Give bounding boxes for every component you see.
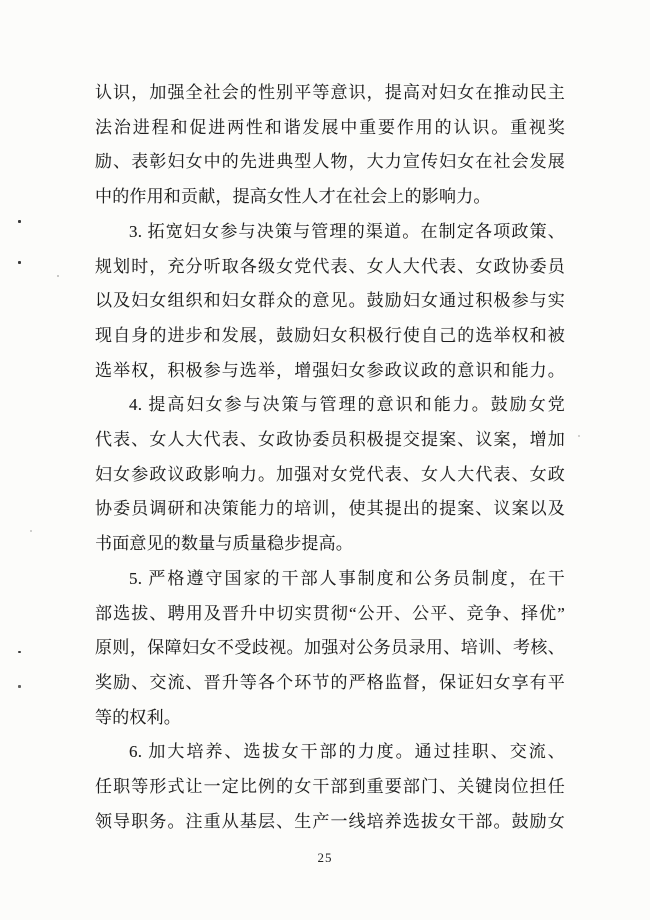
scan-speck — [30, 530, 32, 532]
text-line: 任职等形式让一定比例的女干部到重要部门、关键岗位担任 — [95, 777, 565, 797]
paragraph-item-4 — [95, 388, 565, 562]
text-line: 认识，加强全社会的性别平等意识，提高对妇女在推动民主 — [95, 83, 565, 102]
paragraph-continuation — [95, 76, 565, 215]
scan-speck — [18, 651, 21, 653]
text-line: 等的权利。 — [95, 707, 181, 727]
text-line: 选举权，积极参与选举，增强妇女参政议政的意识和能力。 — [95, 360, 565, 380]
text-line: 代表、女人大代表、女政协委员积极提交提案、议案，增加 — [95, 430, 565, 450]
scan-speck — [57, 275, 59, 277]
text-line: 部选拔、聘用及晋升中切实贯彻“公开、公平、竞争、择优” — [95, 603, 565, 623]
text-line: 原则，保障妇女不受歧视。加强对公务员录用、培训、考核、 — [95, 638, 565, 658]
text-line: 励、表彰妇女中的先进典型人物，大力宣传妇女在社会发展 — [95, 152, 565, 172]
text-line: 领导职务。注重从基层、生产一线培养选拔女干部。鼓励女 — [95, 811, 565, 831]
text-line: 以及妇女组织和妇女群众的意见。鼓励妇女通过积极参与实 — [95, 291, 565, 311]
paragraph-item-5 — [95, 562, 565, 736]
text-line: 法治进程和促进两性和谐发展中重要作用的认识。重视奖 — [95, 117, 565, 137]
text-line: 5. 严格遵守国家的干部人事制度和公务员制度，在干 — [129, 568, 565, 588]
page-text — [95, 76, 565, 839]
text-line: 3. 拓宽妇女参与决策与管理的渠道。在制定各项政策、 — [129, 221, 565, 241]
text-line: 妇女参政议政影响力。加强对女党代表、女人大代表、女政 — [95, 464, 565, 484]
text-line: 协委员调研和决策能力的培训，使其提出的提案、议案以及 — [95, 499, 565, 519]
text-line: 奖励、交流、晋升等各个环节的严格监督，保证妇女享有平 — [95, 672, 565, 692]
page-number: 25 — [317, 850, 333, 865]
text-line: 中的作用和贡献，提高女性人才在社会上的影响力。 — [95, 187, 491, 207]
scan-speck — [578, 435, 580, 437]
scan-speck — [18, 685, 21, 688]
paragraph-item-3 — [95, 215, 565, 389]
text-line: 规划时，充分听取各级女党代表、女人大代表、女政协委员 — [95, 256, 565, 276]
scan-speck — [18, 220, 21, 223]
text-line: 现自身的进步和发展，鼓励妇女积极行使自己的选举权和被 — [95, 325, 565, 345]
text-line: 书面意见的数量与质量稳步提高。 — [95, 534, 353, 554]
text-line: 4. 提高妇女参与决策与管理的意识和能力。鼓励女党 — [129, 395, 565, 415]
text-line: 6. 加大培养、选拔女干部的力度。通过挂职、交流、 — [129, 742, 565, 762]
paragraph-item-6 — [95, 735, 565, 839]
scan-speck — [18, 261, 21, 264]
